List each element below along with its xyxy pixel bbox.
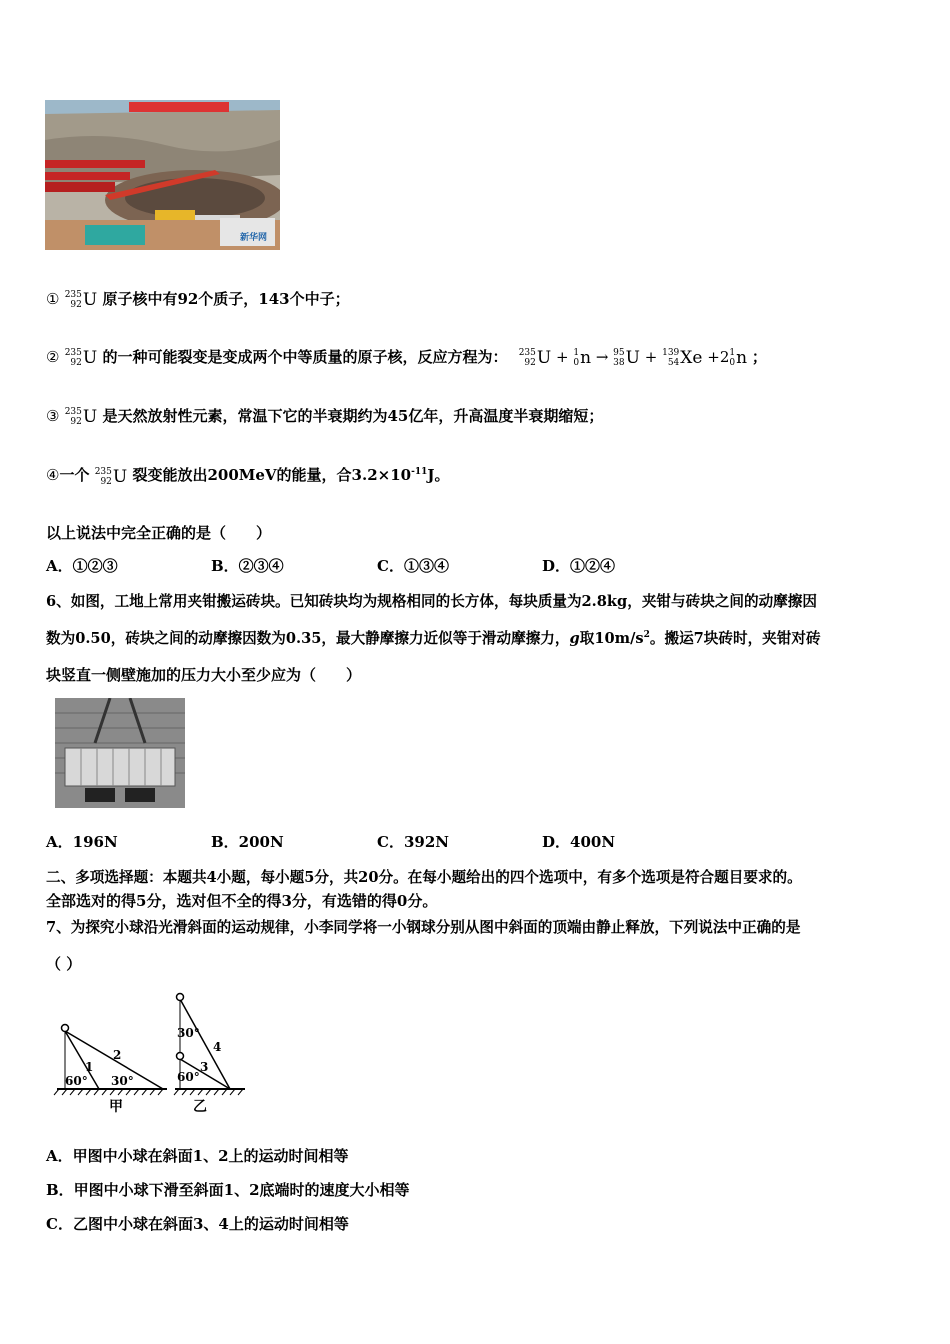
statement-1: [46, 288, 350, 310]
label-2: 2: [113, 1048, 122, 1062]
u235-isotope: 235 92 U: [64, 290, 98, 310]
q6-option-d[interactable]: D．400N: [542, 833, 616, 851]
construction-photo: [45, 100, 280, 250]
arrow-icon: →: [595, 348, 609, 366]
statement-4-num: ④: [46, 466, 60, 484]
u235-isotope: 235 92 U: [94, 467, 128, 487]
angle-60-yi: 60°: [177, 1070, 200, 1084]
statement-4-text: 裂变能放出200MeV的能量，合3.2×10: [132, 466, 412, 484]
incline-diagram: [45, 985, 250, 1115]
statement-3-num: ③: [46, 407, 60, 425]
q7-line-2: （ ）: [46, 955, 82, 973]
q6-option-c[interactable]: C．392N: [377, 833, 449, 851]
label-4: 4: [213, 1040, 222, 1054]
q5-option-b[interactable]: B．②③④: [211, 557, 284, 575]
angle-30-jia: 30°: [111, 1074, 134, 1088]
q6-line-3: 块竖直一侧壁施加的压力大小至少应为（ ）: [46, 666, 362, 684]
statement-2-num: ②: [46, 348, 60, 366]
q5-option-d[interactable]: D．①②④: [542, 557, 616, 575]
fission-equation: 235 92 U + 1 0 n → 95 38 U + 139 54 Xe +2 1 0 n ；: [518, 348, 767, 368]
u235-isotope: 235 92 U: [64, 407, 98, 427]
q6-option-b[interactable]: B．200N: [211, 833, 284, 851]
statement-3-text: 是天然放射性元素，常温下它的半衰期约为45亿年，升高温度半衰期缩短；: [102, 407, 604, 425]
statement-2: [46, 346, 767, 368]
angle-30-yi: 30°: [177, 1026, 200, 1040]
label-1: 1: [85, 1060, 94, 1074]
statement-1-text: 原子核中有92个质子，143个中子；: [102, 290, 350, 308]
q7-option-c[interactable]: C．乙图中小球在斜面3、4上的运动时间相等: [46, 1215, 349, 1233]
label-yi: 乙: [193, 1099, 207, 1115]
q7-line-1: 7、为探究小球沿光滑斜面的运动规律，小李同学将一小钢球分别从图中斜面的顶端由静止释放，下列说法中正确的是: [46, 919, 801, 936]
u235-isotope: 235 92 U: [64, 348, 98, 368]
q7-option-a[interactable]: A．甲图中小球在斜面1、2上的运动时间相等: [46, 1147, 349, 1165]
q5-option-c[interactable]: C．①③④: [377, 557, 449, 575]
q6-line-2: 数为0.50，砖块之间的动摩擦因数为0.35，最大静摩擦力近似等于滑动摩擦力，g取$10m/s^2$。搬运7块砖时，夹钳对砖: [46, 630, 821, 647]
angle-60-jia: 60°: [65, 1074, 88, 1088]
statement-4: ④一个 235 92 U 裂变能放出200MeV的能量，合$3.2\times 10^{-11}J$。: [46, 466, 450, 487]
section-2-line-2: 全部选对的得5分，选对但不全的得3分，有选错的得0分。: [46, 892, 438, 910]
q6-option-a[interactable]: A．196N: [46, 833, 118, 851]
brick-clamp-photo: [55, 698, 185, 808]
label-jia: 甲: [109, 1099, 123, 1115]
q7-option-b[interactable]: B．甲图中小球下滑至斜面1、2底端时的速度大小相等: [46, 1181, 410, 1199]
q5-prompt: 以上说法中完全正确的是（ ）: [46, 524, 272, 542]
q6-line-1: 6、如图，工地上常用夹钳搬运砖块。已知砖块均为规格相同的长方体，每块质量为2.8kg，夹钳与砖块之间的动摩擦因: [46, 593, 817, 610]
section-2-line-1: 二、多项选择题：本题共4小题，每小题5分，共20分。在每小题给出的四个选项中，有多个选项是符合题目要求的。: [46, 869, 802, 886]
statement-1-num: ①: [46, 290, 60, 308]
statement-3: [46, 405, 603, 427]
statement-2-text: 的一种可能裂变是变成两个中等质量的原子核，反应方程为：: [102, 348, 508, 366]
label-3: 3: [200, 1060, 209, 1074]
svg-text:新华网: 新华网: [240, 233, 268, 243]
q5-option-a[interactable]: A．①②③: [46, 557, 118, 575]
